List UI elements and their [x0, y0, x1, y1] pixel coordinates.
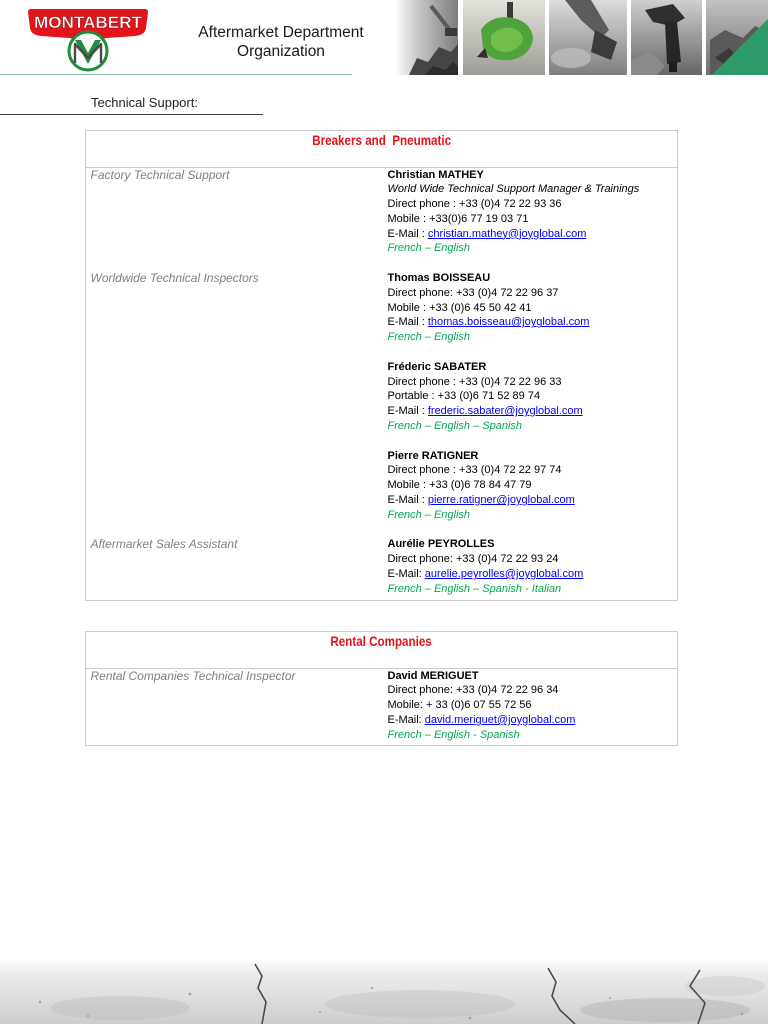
contact-table-breakers: [85, 130, 678, 601]
email-prefix: E-Mail :: [387, 227, 428, 240]
contact-email-line: [388, 567, 678, 582]
contact-portable: Portable : +33 (0)6 71 52 89 74: [387, 390, 541, 403]
contact-direct-phone: Direct phone : +33 (0)4 72 22 97 74: [387, 464, 562, 477]
contact-languages: French – English: [387, 331, 471, 344]
contact-direct-phone: Direct phone: +33 (0)4 72 22 96 34: [387, 684, 559, 697]
contact-card: [388, 271, 678, 345]
email-prefix: E-Mail:: [387, 568, 425, 581]
table-header: [86, 632, 677, 669]
email-link[interactable]: thomas.boisseau@joyglobal.com: [427, 316, 590, 329]
table-body: [86, 669, 677, 743]
contact-languages: French – English: [387, 508, 471, 521]
contact-table-rental: [85, 631, 678, 746]
email-link[interactable]: frederic.sabater@joyglobal.com: [427, 405, 583, 418]
document-title-line-1: Aftermarket Department: [198, 24, 364, 41]
contact-direct-phone: Direct phone: +33 (0)4 72 22 96 37: [387, 286, 559, 299]
header-photo-strip: [395, 0, 768, 76]
contact-card: [388, 537, 678, 596]
section-heading-underline: [0, 114, 263, 115]
header-photo-breaker-site: [549, 0, 627, 75]
contact-email-line: [388, 493, 678, 508]
contact-languages: French – English – Spanish: [387, 420, 523, 433]
document-title: [150, 23, 412, 61]
email-link[interactable]: christian.mathey@joyglobal.com: [427, 227, 587, 240]
contact-name: Pierre RATIGNER: [387, 449, 479, 462]
email-link[interactable]: pierre.ratigner@joyglobal.com: [427, 494, 575, 507]
contact-name: Fréderic SABATER: [387, 360, 487, 373]
logo-text: MONTABERT: [34, 13, 143, 32]
section-heading: Technical Support:: [91, 95, 198, 110]
role-label: Rental Companies Technical Inspector: [90, 668, 296, 683]
header-photo-green-attachment: [463, 0, 545, 75]
table-header: [86, 131, 677, 168]
email-prefix: E-Mail :: [387, 405, 428, 418]
header-photo-excavator: [631, 0, 702, 75]
contact-card: [388, 360, 678, 434]
contact-list: [388, 168, 678, 257]
footer-concrete-texture: [0, 958, 768, 1024]
table-body: [86, 168, 677, 597]
contact-languages: French – English – Spanish - Italian: [387, 582, 562, 595]
contact-name: Aurélie PEYROLLES: [387, 538, 495, 551]
contact-direct-phone: Direct phone: +33 (0)4 72 22 93 24: [387, 553, 559, 566]
contact-job-title: World Wide Technical Support Manager & Trainings: [387, 183, 640, 196]
role-label: Worldwide Technical Inspectors: [90, 271, 259, 286]
table-title: Breakers and Pneumatic: [312, 132, 451, 148]
montabert-logo: [27, 8, 149, 72]
contact-direct-phone: Direct phone : +33 (0)4 72 22 93 36: [387, 198, 562, 211]
contact-card: [388, 669, 678, 743]
contact-mobile: Mobile : +33 (0)6 45 50 42 41: [387, 301, 532, 314]
contact-mobile: Mobile : +33(0)6 77 19 03 71: [387, 212, 529, 225]
email-link[interactable]: aurelie.peyrolles@joyglobal.com: [424, 568, 584, 581]
contact-list: [388, 669, 678, 743]
contact-list: [388, 537, 678, 596]
contact-email-line: [388, 227, 678, 242]
email-prefix: E-Mail :: [387, 316, 428, 329]
document-title-line-2: Organization: [237, 43, 325, 60]
contact-name: Thomas BOISSEAU: [387, 272, 491, 285]
contact-name: David MERIGUET: [387, 669, 479, 682]
contact-card: [388, 168, 678, 257]
contact-email-line: [388, 404, 678, 419]
header-divider: [0, 74, 352, 75]
email-prefix: E-Mail:: [387, 713, 425, 726]
contact-languages: French – English: [387, 242, 471, 255]
header-photo-demolition: [395, 0, 458, 75]
role-label: Factory Technical Support: [90, 167, 230, 182]
contact-email-line: [388, 713, 678, 728]
email-prefix: E-Mail :: [387, 494, 428, 507]
table-title: Rental Companies: [330, 633, 433, 649]
contact-languages: French – English - Spanish: [387, 728, 520, 741]
contact-email-line: [388, 315, 678, 330]
contact-mobile: Mobile : +33 (0)6 78 84 47 79: [387, 479, 532, 492]
contact-mobile: Mobile: + 33 (0)6 07 55 72 56: [387, 699, 532, 712]
contact-name: Christian MATHEY: [387, 168, 484, 181]
contact-direct-phone: Direct phone : +33 (0)4 72 22 96 33: [387, 375, 562, 388]
contact-list: [388, 271, 678, 523]
contact-card: [388, 449, 678, 523]
role-label: Aftermarket Sales Assistant: [90, 537, 238, 552]
email-link[interactable]: david.meriguet@joyglobal.com: [424, 713, 576, 726]
